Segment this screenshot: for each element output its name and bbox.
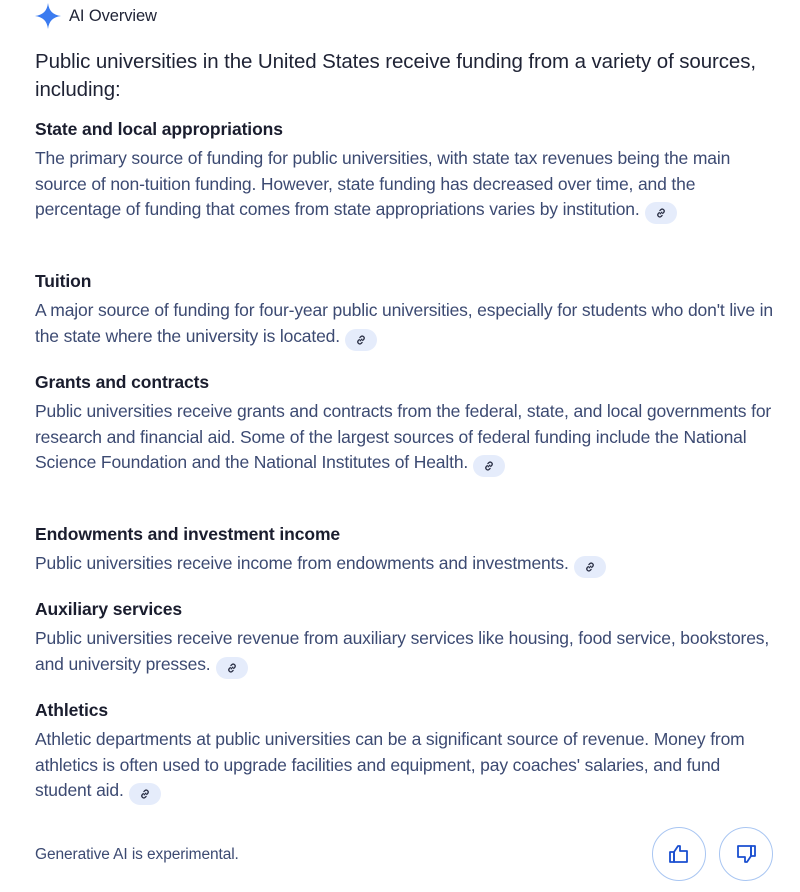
section-title: State and local appropriations: [35, 119, 283, 139]
thumbs-down-button[interactable]: [719, 827, 773, 881]
section-title: Grants and contracts: [35, 372, 210, 392]
source-link-button[interactable]: [216, 657, 248, 679]
source-link-button[interactable]: [345, 329, 377, 351]
link-icon: [355, 334, 367, 346]
section-text: A major source of funding for four-year public universities, especially for students who don't live in the state where the university is located.: [35, 300, 774, 346]
source-link-button[interactable]: [645, 202, 677, 224]
link-icon: [139, 788, 151, 800]
thumbs-up-icon: [668, 843, 690, 865]
source-link-button[interactable]: [129, 783, 161, 805]
source-link-button[interactable]: [574, 556, 606, 578]
section-body: [35, 551, 780, 578]
sparkle-icon: [34, 2, 62, 30]
section-title: Athletics: [35, 700, 109, 720]
section-text: The primary source of funding for public universities, with state tax revenues being the main source of non-tuition funding. However, state funding has decreased over time, and the percentage of funding that comes from state appropriations varies by institution.: [35, 148, 731, 219]
section-title: Auxiliary services: [35, 599, 183, 619]
section-grants-contracts: [35, 370, 780, 477]
section-auxiliary-services: [35, 597, 780, 679]
section-title: Endowments and investment income: [35, 524, 341, 544]
section-body: [35, 399, 780, 477]
section-text: Public universities receive revenue from auxiliary services like housing, food service, bookstores, and university presses.: [35, 628, 770, 674]
link-icon: [226, 662, 238, 674]
section-text: Public universities receive income from endowments and investments.: [35, 553, 569, 573]
section-state-appropriations: [35, 117, 780, 224]
thumbs-up-button[interactable]: [652, 827, 706, 881]
header-title: AI Overview: [69, 6, 157, 25]
source-link-button[interactable]: [473, 455, 505, 477]
thumbs-down-icon: [735, 843, 757, 865]
disclaimer-text: Generative AI is experimental.: [35, 846, 239, 863]
link-icon: [584, 561, 596, 573]
link-icon: [655, 207, 667, 219]
section-body: [35, 626, 780, 679]
section-athletics: [35, 698, 780, 805]
link-icon: [483, 460, 495, 472]
section-title: Tuition: [35, 271, 92, 291]
section-tuition: [35, 269, 780, 351]
section-body: [35, 727, 780, 805]
ai-overview-header: [35, 2, 157, 30]
section-endowments: [35, 522, 780, 578]
section-text: Athletic departments at public universities can be a significant source of revenue. Money from athletics is often used to upgrade facilities and equipment, pay coaches' salaries, and fund student aid.: [35, 729, 745, 800]
section-text: Public universities receive grants and contracts from the federal, state, and local governments for research and financial aid. Some of the largest sources of federal funding include the National Science Foundation and the National Institutes of Health.: [35, 401, 772, 472]
section-body: [35, 298, 780, 351]
intro-text: Public universities in the United States receive funding from a variety of sources, including:: [35, 50, 756, 101]
section-body: [35, 146, 780, 224]
